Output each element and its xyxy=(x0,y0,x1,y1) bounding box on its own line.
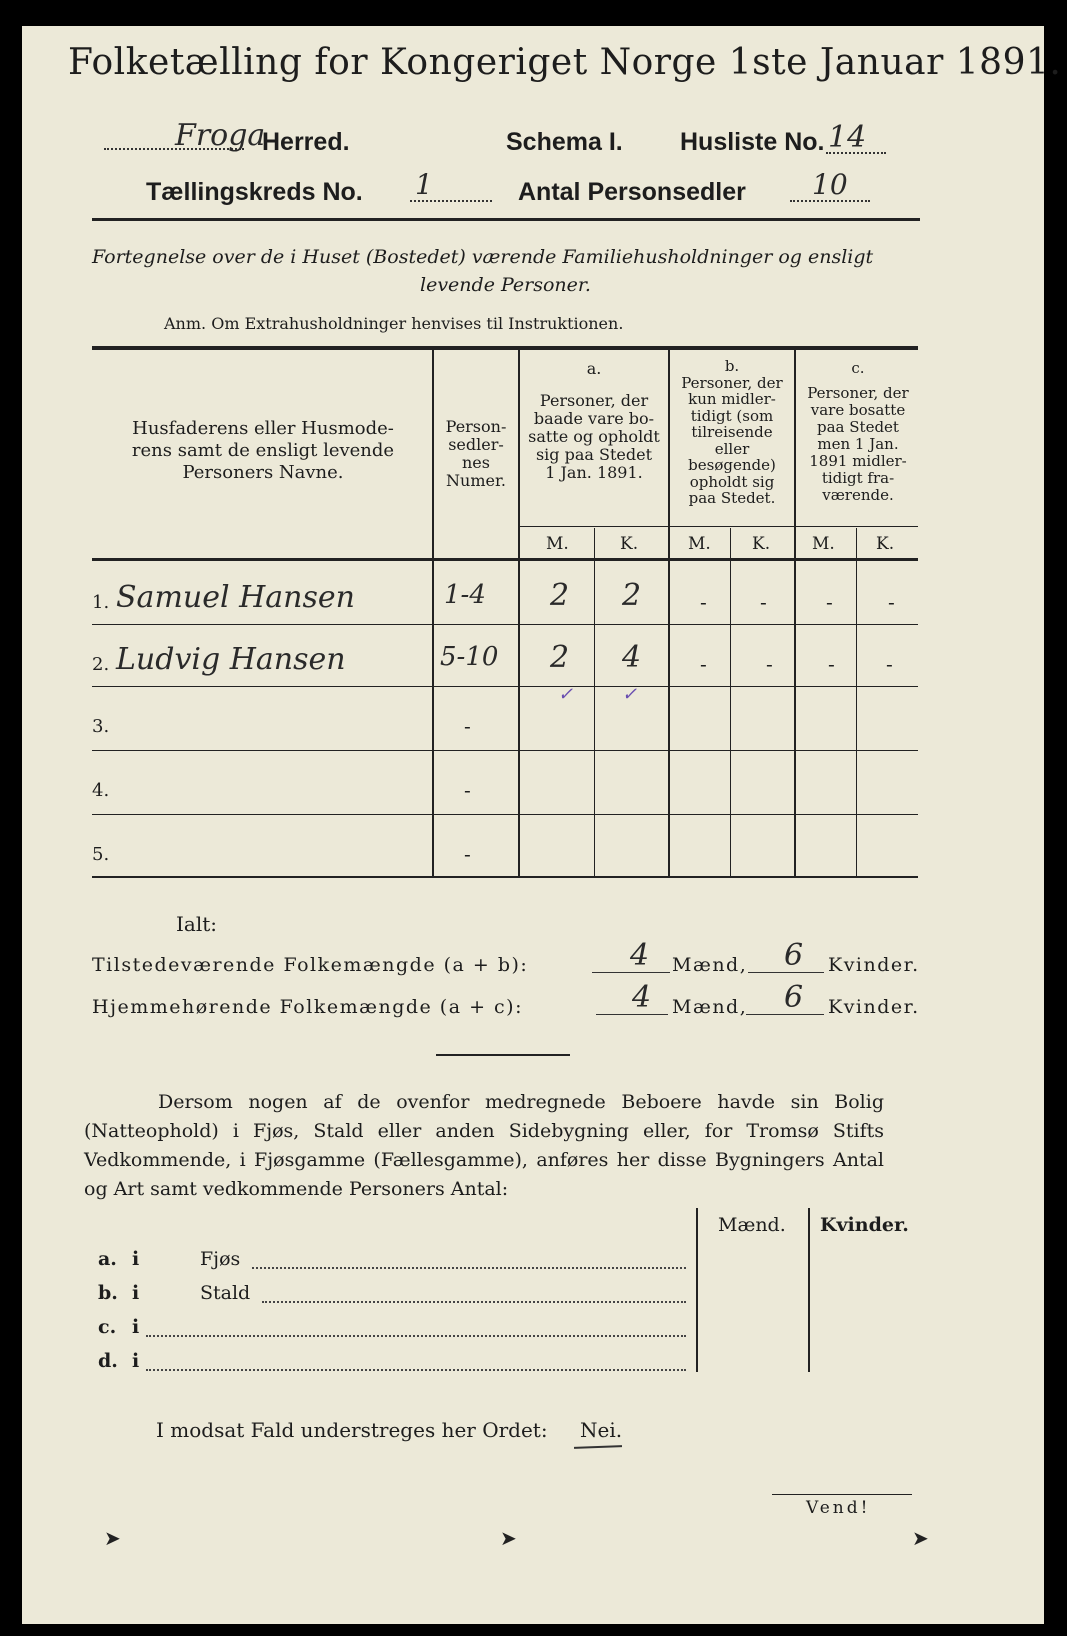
row-c-k: - xyxy=(888,590,895,614)
row-line-3 xyxy=(92,750,918,751)
row-number-range: 1-4 xyxy=(444,580,486,610)
maend-label: Mænd, xyxy=(672,996,748,1018)
col-header-a: a. Personer, der baade vare bo- satte og opholdt sig paa Stedet 1 Jan. 1891. xyxy=(528,359,660,482)
kreds-label: Tællingskreds No. xyxy=(146,178,363,206)
b-k-label: K. xyxy=(752,534,771,554)
item-dots xyxy=(252,1266,686,1269)
herred-value: Froga xyxy=(175,118,266,153)
herred-label: Herred. xyxy=(262,128,350,156)
a-m-label: M. xyxy=(546,534,569,554)
row-b-k: - xyxy=(760,590,767,614)
item-prep: i xyxy=(132,1350,140,1372)
col-header-b: b. Personer, der kun midler- tidigt (som tilreisende eller besøgende) opholdt sig paa Stedet. xyxy=(681,357,783,507)
outbuilding-maend-header: Mænd. xyxy=(718,1214,786,1236)
intro-line1: Fortegnelse over de i Huset (Bostedet) værende Familiehusholdninger og ensligt xyxy=(92,246,874,268)
nei-word: Nei. xyxy=(580,1418,623,1442)
hjemme-label: Hjemmehørende Folkemængde (a + c): xyxy=(92,996,523,1018)
tilstede-maend-value: 4 xyxy=(630,938,650,973)
registration-mark-icon: ➤ xyxy=(912,1526,929,1550)
col-header-name: Husfaderens eller Husmode- rens samt de ensligt levende Personers Navne. xyxy=(131,418,395,483)
item-dots xyxy=(262,1300,686,1303)
tilstede-kvinder-value: 6 xyxy=(784,938,804,973)
modsat-text: I modsat Fald understreges her Ordet: xyxy=(156,1418,548,1442)
item-letter: d. xyxy=(98,1350,118,1372)
outbuilding-divider-1 xyxy=(696,1208,698,1372)
item-label: Stald xyxy=(200,1282,251,1304)
check-mark: ✓ xyxy=(558,684,574,705)
row-c-k: - xyxy=(886,652,893,676)
row-line-4 xyxy=(92,814,918,815)
row-number: 1. xyxy=(92,592,110,613)
anm-note: Anm. Om Extrahusholdninger henvises til Instruktionen. xyxy=(164,314,624,333)
c-k-label: K. xyxy=(876,534,895,554)
hjemme-kvinder-value: 6 xyxy=(784,980,804,1015)
col-header-c: c. Personer, der vare bosatte paa Stedet men 1 Jan. 1891 midler- tidigt fra- værende. xyxy=(807,359,909,504)
a-k-label: K. xyxy=(620,534,639,554)
row-number-range: 5-10 xyxy=(440,642,499,672)
col-divider-c-mk xyxy=(856,528,857,876)
row-c-m: - xyxy=(826,590,833,614)
husliste-label: Husliste No. xyxy=(680,128,825,156)
item-label: Fjøs xyxy=(200,1248,241,1270)
row-a-k: 4 xyxy=(622,640,642,675)
row-a-m: 2 xyxy=(550,578,570,613)
section-divider xyxy=(436,1054,570,1056)
row-line-2 xyxy=(92,686,918,687)
husliste-dots xyxy=(826,152,886,154)
item-prep: i xyxy=(132,1248,140,1270)
antal-label: Antal Personsedler xyxy=(518,178,746,206)
registration-mark-icon: ➤ xyxy=(104,1526,121,1550)
row-b-k: - xyxy=(766,652,773,676)
row-b-m: - xyxy=(700,590,707,614)
item-prep: i xyxy=(132,1316,140,1338)
col-header-number: Person- sedler- nes Numer. xyxy=(445,417,507,490)
kvinder-label: Kvinder. xyxy=(828,954,920,976)
kvinder-label: Kvinder. xyxy=(828,996,920,1018)
col-divider-a-mk xyxy=(594,528,595,876)
row-number-range: - xyxy=(464,778,471,802)
row-number: 2. xyxy=(92,654,110,675)
row-a-k: 2 xyxy=(622,578,642,613)
kreds-value: 1 xyxy=(415,168,433,201)
row-name: Samuel Hansen xyxy=(116,580,355,615)
c-m-label: M. xyxy=(812,534,835,554)
row-b-m: - xyxy=(700,652,707,676)
row-number: 5. xyxy=(92,844,110,865)
row-number: 3. xyxy=(92,716,110,737)
item-letter: b. xyxy=(98,1282,118,1304)
row-a-m: 2 xyxy=(550,640,570,675)
row-number: 4. xyxy=(92,780,110,801)
ialt-label: Ialt: xyxy=(176,912,217,936)
husliste-value: 14 xyxy=(828,120,867,155)
tilstede-kvinder-underline xyxy=(748,972,824,973)
outbuilding-divider-2 xyxy=(808,1208,810,1372)
intro-line2: levende Personer. xyxy=(420,274,591,296)
registration-mark-icon: ➤ xyxy=(500,1526,517,1550)
row-c-m: - xyxy=(828,652,835,676)
maend-label: Mænd, xyxy=(672,954,748,976)
form-title: Folketælling for Kongeriget Norge 1ste Januar 1891. xyxy=(68,42,1062,83)
antal-value: 10 xyxy=(812,168,848,201)
item-dots xyxy=(146,1368,686,1371)
outbuilding-kvinder-header: Kvinder. xyxy=(820,1214,909,1236)
row-line-1 xyxy=(92,624,918,625)
row-name: Ludvig Hansen xyxy=(116,642,346,677)
header-rule xyxy=(92,218,920,221)
item-letter: a. xyxy=(98,1248,117,1270)
row-number-range: - xyxy=(464,714,471,738)
antal-dots xyxy=(790,200,870,202)
schema-label: Schema I. xyxy=(506,128,623,156)
item-dots xyxy=(146,1334,686,1337)
vend-text: Vend! xyxy=(806,1498,871,1518)
mk-rule xyxy=(518,526,918,527)
vend-rule xyxy=(772,1494,912,1495)
col-divider-b-mk xyxy=(730,528,731,876)
hjemme-maend-value: 4 xyxy=(632,980,652,1015)
hjemme-maend-underline xyxy=(596,1014,668,1015)
item-prep: i xyxy=(132,1282,140,1304)
row-number-range: - xyxy=(464,842,471,866)
outbuilding-paragraph: Dersom nogen af de ovenfor medregnede Beboere havde sin Bolig (Natteophold) i Fjøs, Stald eller anden Sidebygning eller, for Tromsø Stifts Vedkommende, i Fjøsgamme (Fællesgamme), anføres her disse Bygningers Antal og Art samt vedkommende Personers Antal: xyxy=(84,1091,884,1200)
kreds-dots xyxy=(410,200,492,202)
tilstede-maend-underline xyxy=(592,972,670,973)
tilstede-label: Tilstedeværende Folkemængde (a + b): xyxy=(92,954,529,976)
item-letter: c. xyxy=(98,1316,117,1338)
check-mark: ✓ xyxy=(622,684,638,705)
b-m-label: M. xyxy=(688,534,711,554)
table-bottom-rule xyxy=(92,876,918,878)
hjemme-kvinder-underline xyxy=(746,1014,824,1015)
